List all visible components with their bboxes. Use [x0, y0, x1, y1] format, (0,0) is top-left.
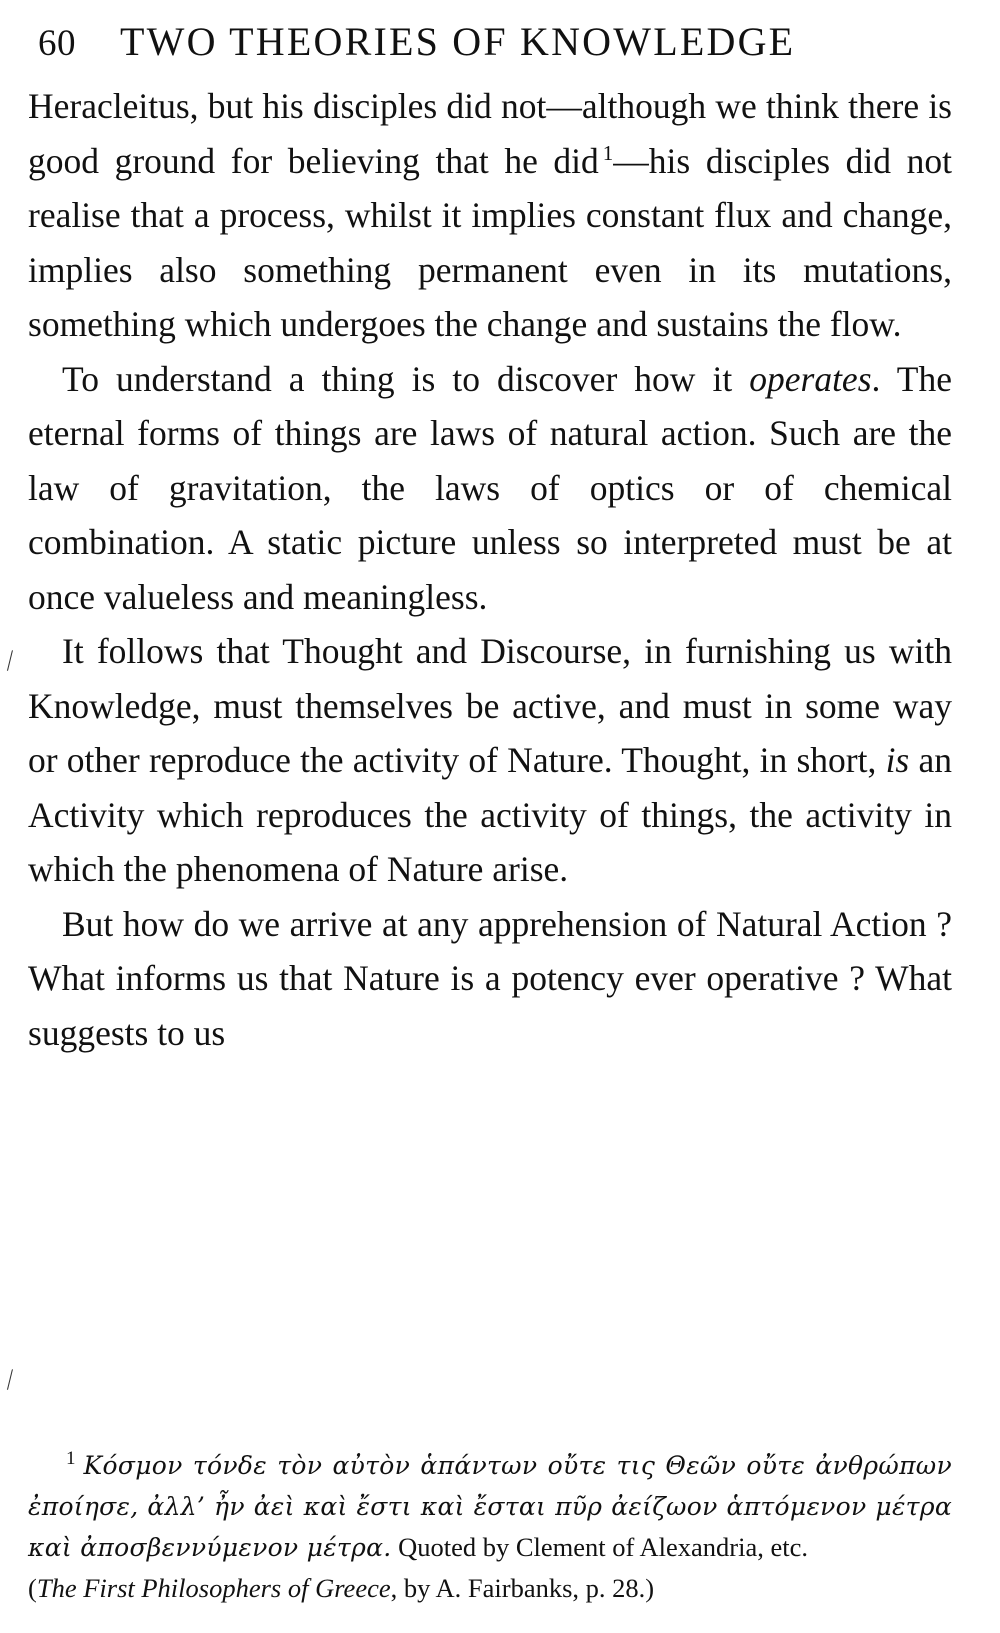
- paragraph-3-italic: is: [885, 740, 910, 780]
- paragraph-4-text: But how do we arrive at any apprehension of Natural Action ? What informs us that Nature is a potency ever operative ? What suggests to us: [28, 903, 952, 1053]
- footnote-marker: 1: [66, 1448, 76, 1470]
- footnote-source: [28, 1568, 952, 1608]
- footnote: [28, 1445, 952, 1608]
- footnote-greek-line-3: καὶ ἀποσβεννύμενον μέτρα.: [28, 1533, 392, 1562]
- footnote-greek-line-2: ἐποίησε, ἀλλ’ ἦν ἀεὶ καὶ ἔστι καὶ ἔσται πῦρ ἀείζωον ἁπτόμενον μέτρα: [28, 1492, 952, 1521]
- running-head: [28, 18, 952, 65]
- paragraph-3: [28, 624, 952, 897]
- footnote-reference-1: 1: [602, 140, 614, 165]
- pencil-tick-1-icon: ⁄: [2, 646, 18, 675]
- paragraph-1: [28, 79, 952, 352]
- paragraph-4: [28, 897, 952, 1061]
- paragraph-2: [28, 352, 952, 625]
- paragraph-3-rest: an Activity which reproduces the activity of things, the activity in which the phenomena of Nature arise.: [28, 740, 952, 889]
- footnote-source-open: (: [28, 1573, 37, 1603]
- paragraph-2-italic: operates: [749, 358, 872, 399]
- paragraph-2-lead: To understand a thing is to discover how it: [62, 358, 750, 399]
- paragraph-2-rest: . The eternal forms of things are laws of natural action. Such are the law of gravitation, the laws of optics or of chemical combination. A static picture unless so interpreted must be at once valueless and meaningless.: [28, 358, 952, 617]
- running-head-title: TWO THEORIES OF KNOWLEDGE: [120, 19, 796, 64]
- paragraph-3-lead: It follows that Thought and Discourse, in furnishing us with Knowledge, must themselves be active, and must in some way or other reproduce the activity of Nature. Thought, in short,: [28, 631, 952, 780]
- pencil-tick-2-icon: ⁄: [2, 1365, 18, 1394]
- paragraph-1-text-a: Heracleitus, but his disciples did not—although we think there is good ground for believing that he did: [28, 86, 952, 181]
- footnote-quoted-by: Quoted by Clement of Alexandria, etc.: [398, 1532, 809, 1562]
- footnote-source-rest: , by A. Fairbanks, p. 28.): [390, 1573, 655, 1603]
- body-text: [28, 79, 952, 1060]
- footnote-source-title: The First Philosophers of Greece: [36, 1573, 391, 1603]
- footnote-greek-line-1: Κόσμον τόνδε τὸν αὐτὸν ἁπάντων οὔτε τις Θεῶν οὔτε ἀνθρώπων: [83, 1451, 952, 1480]
- page-number: 60: [38, 23, 76, 64]
- paragraph-1-text-b: —his disciples did not realise that a process, whilst it implies constant flux and change, implies also something permanent even in its mutations, something which undergoes the change and sustains the flow.: [28, 140, 952, 344]
